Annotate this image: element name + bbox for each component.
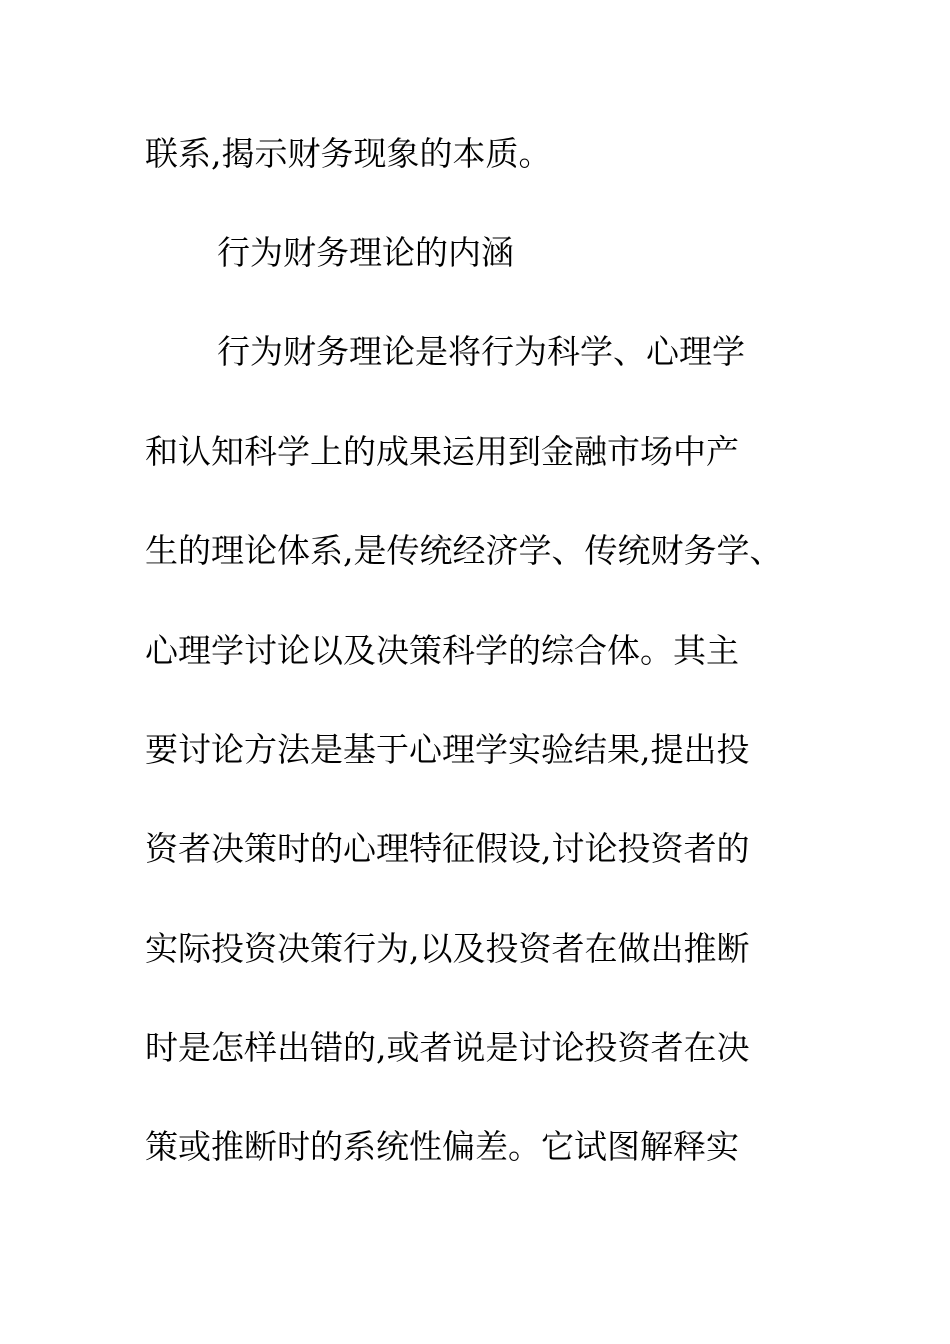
text-line-7: 要讨论方法是基于心理学实验结果,提出投 <box>145 730 750 769</box>
text-line-4: 和认知科学上的成果运用到金融市场中产 <box>145 432 739 471</box>
text-line-11: 策或推断时的系统性偏差。它试图解释实 <box>145 1127 739 1166</box>
text-line-10: 时是怎样出错的,或者说是讨论投资者在决 <box>145 1028 750 1067</box>
text-line-8: 资者决策时的心理特征假设,讨论投资者的 <box>145 829 750 868</box>
text-line-9: 实际投资决策行为,以及投资者在做出推断 <box>145 929 750 968</box>
text-line-6: 心理学讨论以及决策科学的综合体。其主 <box>145 631 739 670</box>
paragraph-first-line: 行为财务理论是将行为科学、心理学 <box>217 332 745 371</box>
text-line-5: 生的理论体系,是传统经济学、传统财务学、 <box>145 531 783 570</box>
text-line-1: 联系,揭示财务现象的本质。 <box>145 134 552 173</box>
section-heading: 行为财务理论的内涵 <box>217 233 514 272</box>
